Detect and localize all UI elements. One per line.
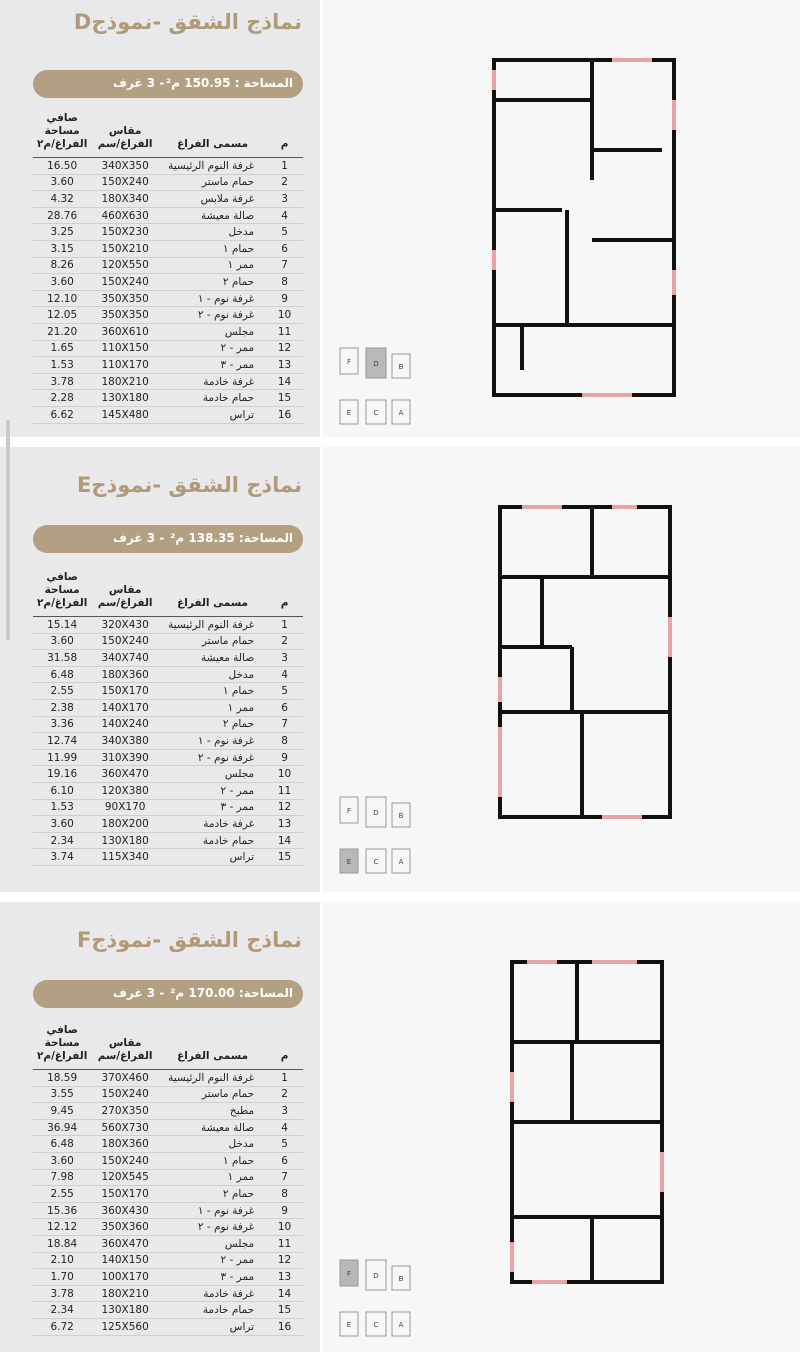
room-size: 150X240 xyxy=(91,174,159,191)
table-row xyxy=(33,1285,303,1302)
room-name: مجلس xyxy=(159,323,266,340)
room-area: 3.15 xyxy=(33,240,91,257)
room-area: 15.14 xyxy=(33,617,91,634)
room-size: 130X180 xyxy=(91,390,159,407)
room-name: حمام ٢ xyxy=(159,274,266,291)
header-area: صافي مساحة الفراغ/م٢ xyxy=(33,1022,91,1070)
room-name: غرفة نوم - ١ xyxy=(159,290,266,307)
row-number: 13 xyxy=(266,1269,303,1286)
room-name: حمام خادمة xyxy=(159,390,266,407)
room-area: 3.25 xyxy=(33,224,91,241)
area-label: المساحة: 170.00 م² xyxy=(170,986,293,1000)
room-name: مدخل xyxy=(159,1136,266,1153)
room-name: ممر - ٢ xyxy=(159,782,266,799)
row-number: 3 xyxy=(266,650,303,667)
row-number: 13 xyxy=(266,816,303,833)
room-size: 350X360 xyxy=(91,1219,159,1236)
row-number: 7 xyxy=(266,716,303,733)
header-name: مسمى الفراغ xyxy=(159,1022,266,1070)
table-row xyxy=(33,749,303,766)
room-size: 150X240 xyxy=(91,1086,159,1103)
row-number: 1 xyxy=(266,1070,303,1087)
table-row xyxy=(33,357,303,374)
room-area: 9.45 xyxy=(33,1103,91,1120)
table-row xyxy=(33,1103,303,1120)
room-size: 90X170 xyxy=(91,799,159,816)
row-number: 4 xyxy=(266,207,303,224)
room-area: 7.98 xyxy=(33,1169,91,1186)
row-number: 11 xyxy=(266,782,303,799)
room-name: حمام ماستر xyxy=(159,174,266,191)
room-name: ممر - ٢ xyxy=(159,1252,266,1269)
room-name: مجلس xyxy=(159,1235,266,1252)
table-row xyxy=(33,307,303,324)
table-row xyxy=(33,1269,303,1286)
room-area: 3.60 xyxy=(33,274,91,291)
room-area: 3.78 xyxy=(33,373,91,390)
room-size: 340X350 xyxy=(91,158,159,175)
room-size: 145X480 xyxy=(91,406,159,423)
room-size: 130X180 xyxy=(91,1302,159,1319)
rooms-label: - 3 غرف xyxy=(113,986,165,1000)
table-row xyxy=(33,1252,303,1269)
room-size: 150X240 xyxy=(91,1152,159,1169)
room-name: مطبخ xyxy=(159,1103,266,1120)
room-area: 8.26 xyxy=(33,257,91,274)
room-name: حمام خادمة xyxy=(159,1302,266,1319)
room-name: غرفة نوم - ٢ xyxy=(159,749,266,766)
room-name: غرفة ملابس xyxy=(159,191,266,208)
table-row xyxy=(33,1136,303,1153)
keymap-label: F xyxy=(346,1270,352,1278)
room-size: 125X560 xyxy=(91,1318,159,1335)
room-name: ممر ١ xyxy=(159,699,266,716)
header-num: م xyxy=(266,110,303,158)
table-row xyxy=(33,766,303,783)
room-name: غرفة نوم - ٢ xyxy=(159,307,266,324)
room-name: مدخل xyxy=(159,224,266,241)
row-number: 3 xyxy=(266,191,303,208)
keymap-label: E xyxy=(346,1321,352,1329)
section-title: نماذج الشقق -نموذجD xyxy=(73,10,302,34)
table-header-row xyxy=(33,1022,303,1070)
room-area: 31.58 xyxy=(33,650,91,667)
room-size: 310X390 xyxy=(91,749,159,766)
room-area: 3.60 xyxy=(33,816,91,833)
keymap-label: E xyxy=(346,409,352,417)
row-number: 15 xyxy=(266,390,303,407)
table-row xyxy=(33,1152,303,1169)
room-area: 12.05 xyxy=(33,307,91,324)
room-size: 360X470 xyxy=(91,1235,159,1252)
row-number: 12 xyxy=(266,1252,303,1269)
room-size: 110X170 xyxy=(91,357,159,374)
floor-plan-f xyxy=(492,952,672,1292)
table-row xyxy=(33,1302,303,1319)
room-name: غرفة نوم - ٢ xyxy=(159,1219,266,1236)
room-size: 560X730 xyxy=(91,1119,159,1136)
section-model-d xyxy=(0,0,800,437)
keymap-label: A xyxy=(398,409,404,417)
table-row xyxy=(33,716,303,733)
room-size: 100X170 xyxy=(91,1269,159,1286)
table-row xyxy=(33,191,303,208)
table-row xyxy=(33,666,303,683)
room-size: 350X350 xyxy=(91,290,159,307)
room-area: 6.48 xyxy=(33,666,91,683)
row-number: 2 xyxy=(266,1086,303,1103)
keymap-e xyxy=(336,789,418,877)
keymap-f xyxy=(336,1252,418,1340)
table-row xyxy=(33,158,303,175)
header-name: مسمى الفراغ xyxy=(159,110,266,158)
rooms-table xyxy=(33,569,303,866)
table-row xyxy=(33,733,303,750)
room-size: 340X740 xyxy=(91,650,159,667)
room-area: 21.20 xyxy=(33,323,91,340)
keymap-d xyxy=(336,340,418,428)
row-number: 11 xyxy=(266,323,303,340)
table-row xyxy=(33,832,303,849)
room-area: 12.74 xyxy=(33,733,91,750)
row-number: 10 xyxy=(266,766,303,783)
room-name: صالة معيشة xyxy=(159,207,266,224)
room-area: 15.36 xyxy=(33,1202,91,1219)
table-row xyxy=(33,1070,303,1087)
header-area: صافي مساحة الفراغ/م٢ xyxy=(33,569,91,617)
room-area: 3.74 xyxy=(33,849,91,866)
room-area: 6.62 xyxy=(33,406,91,423)
room-name: مجلس xyxy=(159,766,266,783)
room-area: 4.32 xyxy=(33,191,91,208)
room-size: 150X240 xyxy=(91,274,159,291)
rooms-label: - 3 غرف xyxy=(113,76,165,90)
room-area: 18.84 xyxy=(33,1235,91,1252)
row-number: 6 xyxy=(266,699,303,716)
area-pill xyxy=(33,525,303,553)
room-size: 150X210 xyxy=(91,240,159,257)
row-number: 14 xyxy=(266,1285,303,1302)
row-number: 10 xyxy=(266,1219,303,1236)
keymap-label: C xyxy=(373,858,379,866)
area-label: المساحة: 138.35 م² xyxy=(170,531,293,545)
keymap-label: D xyxy=(373,1272,379,1280)
room-size: 140X170 xyxy=(91,699,159,716)
room-area: 1.53 xyxy=(33,799,91,816)
room-area: 18.59 xyxy=(33,1070,91,1087)
header-size: مقاس الفراغ/سم xyxy=(91,1022,159,1070)
room-area: 2.55 xyxy=(33,1186,91,1203)
room-area: 2.34 xyxy=(33,832,91,849)
row-number: 4 xyxy=(266,1119,303,1136)
room-size: 110X150 xyxy=(91,340,159,357)
room-area: 2.34 xyxy=(33,1302,91,1319)
row-number: 15 xyxy=(266,1302,303,1319)
room-size: 150X230 xyxy=(91,224,159,241)
room-size: 130X180 xyxy=(91,832,159,849)
room-name: غرفة خادمة xyxy=(159,816,266,833)
keymap-label: C xyxy=(373,409,379,417)
rooms-table xyxy=(33,1022,303,1336)
table-row xyxy=(33,390,303,407)
room-area: 2.10 xyxy=(33,1252,91,1269)
row-number: 9 xyxy=(266,749,303,766)
table-row xyxy=(33,699,303,716)
table-row xyxy=(33,257,303,274)
row-number: 5 xyxy=(266,224,303,241)
table-row xyxy=(33,1202,303,1219)
table-row xyxy=(33,224,303,241)
row-number: 5 xyxy=(266,1136,303,1153)
room-name: حمام ١ xyxy=(159,240,266,257)
row-number: 6 xyxy=(266,240,303,257)
row-number: 1 xyxy=(266,158,303,175)
rooms-label: - 3 غرف xyxy=(113,531,165,545)
room-area: 3.78 xyxy=(33,1285,91,1302)
table-row xyxy=(33,274,303,291)
section-title: نماذج الشقق -نموذجE xyxy=(77,473,302,497)
table-row xyxy=(33,816,303,833)
room-name: حمام خادمة xyxy=(159,832,266,849)
room-size: 120X545 xyxy=(91,1169,159,1186)
room-area: 3.36 xyxy=(33,716,91,733)
room-size: 180X210 xyxy=(91,1285,159,1302)
room-name: صالة معيشة xyxy=(159,1119,266,1136)
row-number: 2 xyxy=(266,633,303,650)
room-size: 115X340 xyxy=(91,849,159,866)
room-area: 1.65 xyxy=(33,340,91,357)
rooms-table xyxy=(33,110,303,424)
row-number: 12 xyxy=(266,799,303,816)
header-size: مقاس الفراغ/سم xyxy=(91,110,159,158)
room-name: تراس xyxy=(159,1318,266,1335)
room-name: غرفة النوم الرئيسية xyxy=(159,617,266,634)
header-size: مقاس الفراغ/سم xyxy=(91,569,159,617)
room-size: 150X170 xyxy=(91,1186,159,1203)
room-area: 2.55 xyxy=(33,683,91,700)
keymap-label: A xyxy=(398,858,404,866)
room-area: 12.12 xyxy=(33,1219,91,1236)
row-number: 9 xyxy=(266,290,303,307)
row-number: 7 xyxy=(266,257,303,274)
table-row xyxy=(33,240,303,257)
section-title: نماذج الشقق -نموذجF xyxy=(77,928,302,952)
keymap-label: B xyxy=(398,812,404,820)
row-number: 8 xyxy=(266,274,303,291)
room-name: ممر ١ xyxy=(159,257,266,274)
row-number: 8 xyxy=(266,733,303,750)
room-area: 1.53 xyxy=(33,357,91,374)
table-row xyxy=(33,340,303,357)
table-row xyxy=(33,1119,303,1136)
room-area: 12.10 xyxy=(33,290,91,307)
header-num: م xyxy=(266,569,303,617)
keymap-label: F xyxy=(346,358,352,366)
room-name: حمام ٢ xyxy=(159,1186,266,1203)
keymap-label: B xyxy=(398,363,404,371)
room-size: 460X630 xyxy=(91,207,159,224)
room-area: 1.70 xyxy=(33,1269,91,1286)
room-area: 6.10 xyxy=(33,782,91,799)
room-size: 370X460 xyxy=(91,1070,159,1087)
floor-plan-e xyxy=(482,497,682,837)
room-name: مدخل xyxy=(159,666,266,683)
room-size: 360X430 xyxy=(91,1202,159,1219)
header-name: مسمى الفراغ xyxy=(159,569,266,617)
room-size: 180X340 xyxy=(91,191,159,208)
room-name: حمام ٢ xyxy=(159,716,266,733)
row-number: 5 xyxy=(266,683,303,700)
room-name: غرفة نوم - ١ xyxy=(159,1202,266,1219)
room-area: 3.60 xyxy=(33,174,91,191)
room-area: 36.94 xyxy=(33,1119,91,1136)
room-area: 3.60 xyxy=(33,1152,91,1169)
room-name: غرفة النوم الرئيسية xyxy=(159,158,266,175)
row-number: 16 xyxy=(266,1318,303,1335)
table-row xyxy=(33,290,303,307)
keymap-label: F xyxy=(346,807,352,815)
floor-plan-d xyxy=(482,40,682,405)
room-size: 180X210 xyxy=(91,373,159,390)
area-pill xyxy=(33,70,303,98)
area-label: المساحة : 150.95 م² xyxy=(165,76,293,90)
room-size: 180X360 xyxy=(91,666,159,683)
room-area: 11.99 xyxy=(33,749,91,766)
room-area: 2.28 xyxy=(33,390,91,407)
room-size: 360X610 xyxy=(91,323,159,340)
room-name: غرفة خادمة xyxy=(159,1285,266,1302)
row-number: 10 xyxy=(266,307,303,324)
room-size: 150X240 xyxy=(91,633,159,650)
table-row xyxy=(33,323,303,340)
keymap-label: D xyxy=(373,360,379,368)
row-number: 7 xyxy=(266,1169,303,1186)
room-size: 270X350 xyxy=(91,1103,159,1120)
table-header-row xyxy=(33,569,303,617)
table-row xyxy=(33,373,303,390)
row-number: 1 xyxy=(266,617,303,634)
room-name: غرفة خادمة xyxy=(159,373,266,390)
room-size: 320X430 xyxy=(91,617,159,634)
room-name: حمام ١ xyxy=(159,683,266,700)
room-size: 180X360 xyxy=(91,1136,159,1153)
room-name: حمام ماستر xyxy=(159,1086,266,1103)
row-number: 13 xyxy=(266,357,303,374)
room-area: 16.50 xyxy=(33,158,91,175)
row-number: 3 xyxy=(266,1103,303,1120)
room-area: 6.48 xyxy=(33,1136,91,1153)
row-number: 9 xyxy=(266,1202,303,1219)
room-name: ممر - ٣ xyxy=(159,1269,266,1286)
table-row xyxy=(33,1235,303,1252)
room-area: 19.16 xyxy=(33,766,91,783)
room-area: 3.55 xyxy=(33,1086,91,1103)
table-row xyxy=(33,1219,303,1236)
room-name: تراس xyxy=(159,849,266,866)
room-size: 120X380 xyxy=(91,782,159,799)
table-header-row xyxy=(33,110,303,158)
room-name: غرفة النوم الرئيسية xyxy=(159,1070,266,1087)
room-name: ممر - ٢ xyxy=(159,340,266,357)
table-row xyxy=(33,174,303,191)
table-row xyxy=(33,799,303,816)
room-size: 180X200 xyxy=(91,816,159,833)
table-row xyxy=(33,617,303,634)
room-area: 3.60 xyxy=(33,633,91,650)
row-number: 14 xyxy=(266,373,303,390)
room-size: 150X170 xyxy=(91,683,159,700)
header-num: م xyxy=(266,1022,303,1070)
keymap-label: D xyxy=(373,809,379,817)
room-name: صالة معيشة xyxy=(159,650,266,667)
row-number: 16 xyxy=(266,406,303,423)
row-number: 14 xyxy=(266,832,303,849)
table-row xyxy=(33,207,303,224)
row-number: 11 xyxy=(266,1235,303,1252)
room-size: 140X150 xyxy=(91,1252,159,1269)
room-name: حمام ١ xyxy=(159,1152,266,1169)
room-area: 2.38 xyxy=(33,699,91,716)
room-size: 360X470 xyxy=(91,766,159,783)
table-row xyxy=(33,1186,303,1203)
table-row xyxy=(33,683,303,700)
table-row xyxy=(33,1086,303,1103)
keymap-label: C xyxy=(373,1321,379,1329)
table-row xyxy=(33,782,303,799)
keymap-label: A xyxy=(398,1321,404,1329)
room-name: ممر - ٣ xyxy=(159,799,266,816)
table-row xyxy=(33,1169,303,1186)
table-row xyxy=(33,406,303,423)
info-panel xyxy=(0,0,320,437)
table-row xyxy=(33,1318,303,1335)
section-model-e xyxy=(0,447,800,892)
info-panel xyxy=(0,447,320,892)
room-name: ممر - ٣ xyxy=(159,357,266,374)
row-number: 6 xyxy=(266,1152,303,1169)
room-size: 340X380 xyxy=(91,733,159,750)
row-number: 12 xyxy=(266,340,303,357)
table-row xyxy=(33,633,303,650)
room-size: 140X240 xyxy=(91,716,159,733)
keymap-label: B xyxy=(398,1275,404,1283)
room-size: 350X350 xyxy=(91,307,159,324)
keymap-label: E xyxy=(346,858,352,866)
header-area: صافي مساحة الفراغ/م٢ xyxy=(33,110,91,158)
row-number: 2 xyxy=(266,174,303,191)
room-area: 6.72 xyxy=(33,1318,91,1335)
scrollbar[interactable] xyxy=(6,420,10,640)
room-name: حمام ماستر xyxy=(159,633,266,650)
row-number: 4 xyxy=(266,666,303,683)
row-number: 15 xyxy=(266,849,303,866)
room-name: ممر ١ xyxy=(159,1169,266,1186)
info-panel xyxy=(0,902,320,1352)
room-name: تراس xyxy=(159,406,266,423)
table-row xyxy=(33,650,303,667)
row-number: 8 xyxy=(266,1186,303,1203)
room-name: غرفة نوم - ١ xyxy=(159,733,266,750)
area-pill xyxy=(33,980,303,1008)
room-area: 28.76 xyxy=(33,207,91,224)
section-model-f xyxy=(0,902,800,1352)
room-size: 120X550 xyxy=(91,257,159,274)
table-row xyxy=(33,849,303,866)
